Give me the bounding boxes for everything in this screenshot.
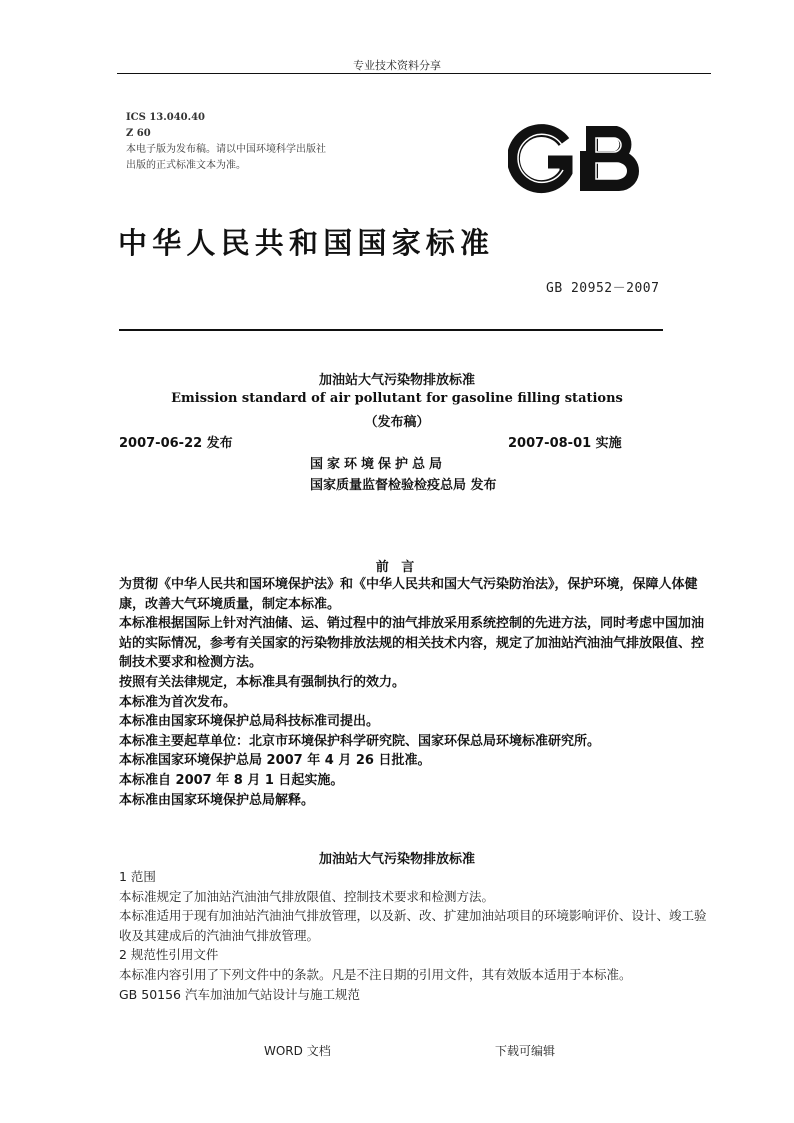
classification-block xyxy=(126,110,326,174)
page-header: 专业技术资料分享 xyxy=(353,59,441,72)
standard-number: GB 20952－2007 xyxy=(546,281,660,296)
issuer-line-2: 国家质量监督检验检疫总局 发布 xyxy=(310,478,497,493)
foreword-title: 前 言 xyxy=(375,560,419,575)
gb-logo-icon xyxy=(508,124,640,194)
standard-title-cn: 加油站大气污染物排放标准 xyxy=(318,373,475,388)
foreword-paragraph: 本标准由国家环境保护总局科技标准司提出。 xyxy=(119,714,380,730)
national-standard-title: 中华人民共和国国家标准 xyxy=(118,226,495,260)
foreword-paragraph: 本标准根据国际上针对汽油储、运、销过程中的油气排放采用系统控制的先进方法，同时考虑中国加油站的实际情况，参考有关国家的污染物排放法规的相关技术内容，规定了加油站汽油油气排放限值、控制技术要求和检测方法。 xyxy=(119,616,705,671)
foreword-paragraph: 本标准由国家环境保护总局解释。 xyxy=(119,792,315,808)
foreword-paragraph: 为贯彻《中华人民共和国环境保护法》和《中华人民共和国大气污染防治法》，保护环境，保障人体健康，改善大气环境质量，制定本标准。 xyxy=(119,577,698,612)
standard-title-en: Emission standard of air pollutant for gasoline filling stations xyxy=(171,391,623,406)
footer-right: 下载可编辑 xyxy=(495,1044,556,1058)
class-code: Z 60 xyxy=(126,128,151,139)
foreword-paragraph: 本标准主要起草单位：北京市环境保护科学研究院、国家环保总局环境标准研究所。 xyxy=(119,733,601,749)
header-rule xyxy=(117,73,711,74)
issue-date: 2007-06-22 发布 xyxy=(119,436,233,451)
ics-code: ICS 13.040.40 xyxy=(126,112,206,123)
body-paragraph: 本标准适用于现有加油站汽油油气排放管理，以及新、改、扩建加油站项目的环境影响评价、设计、竣工验收及其建成后的汽油油气排放管理。 xyxy=(119,908,707,943)
reference-item: GB 50156 汽车加油加气站设计与施工规范 xyxy=(119,986,360,1002)
foreword-text xyxy=(119,575,715,810)
issuer-line-1: 国家环境保护总局 xyxy=(310,457,447,472)
release-note-line-1: 本电子版为发布稿。请以中国环境科学出版社 xyxy=(126,144,326,155)
foreword-paragraph: 按照有关法律规定，本标准具有强制执行的效力。 xyxy=(119,674,406,690)
effective-date: 2007-08-01 实施 xyxy=(508,436,622,451)
section-heading-references: 2 规范性引用文件 xyxy=(119,947,219,963)
release-note-line-2: 出版的正式标准文本为准。 xyxy=(126,160,246,171)
body-text xyxy=(119,867,715,1004)
body-paragraph: 本标准内容引用了下列文件中的条款。凡是不注日期的引用文件，其有效版本适用于本标准。 xyxy=(119,966,632,982)
body-title: 加油站大气污染物排放标准 xyxy=(318,852,475,867)
footer-left: WORD 文档 xyxy=(264,1044,331,1058)
foreword-paragraph: 本标准国家环境保护总局 2007 年 4 月 26 日批准。 xyxy=(119,753,431,769)
foreword-paragraph: 本标准自 2007 年 8 月 1 日起实施。 xyxy=(119,772,344,788)
body-paragraph: 本标准规定了加油站汽油油气排放限值、控制技术要求和检测方法。 xyxy=(119,888,495,904)
draft-label: （发布稿） xyxy=(364,415,430,430)
section-heading-scope: 1 范围 xyxy=(119,869,156,884)
separator-rule xyxy=(119,329,663,331)
foreword-paragraph: 本标准为首次发布。 xyxy=(119,694,237,710)
